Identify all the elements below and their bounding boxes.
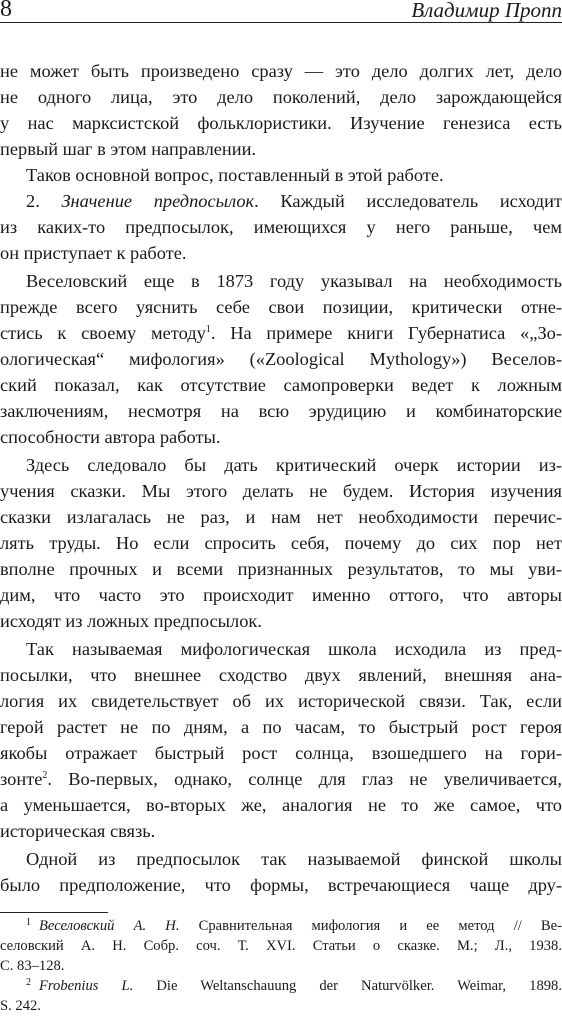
text-line: из каких-то предпосылок, имеющихся у него раньше, чем: [0, 217, 562, 237]
footnote-author: Frobenius L.: [39, 978, 134, 994]
footnote-ref: 1: [205, 324, 211, 335]
footnote-mark: 1: [26, 917, 31, 928]
text-line: у нас марксистской фольклористики. Изучение генезиса есть: [0, 113, 562, 133]
text-line: лять труды. Но если спросить себя, почему до сих пор нет: [0, 533, 562, 553]
text-run: . На примере книги Губернатиса «„Зо-: [210, 323, 562, 343]
footnote-line: S. 242.: [0, 998, 41, 1014]
text-run: Die Weltanschauung der Naturvölker. Weimar, 1898.: [156, 978, 562, 994]
text-line: сказки излагалась не раз, и нам нет необходимости перечис-: [0, 507, 562, 527]
footnote-line: С. 83–128.: [0, 958, 65, 974]
text-line: он приступает к работе.: [0, 243, 187, 263]
footnote-line: селовский А. Н. Собр. соч. Т. XVI. Статьи о сказке. М.; Л., 1938.: [0, 938, 562, 954]
text-line: Здесь следовало бы дать критический очерк истории из-: [26, 455, 562, 475]
text-run: . Во-первых, однако, солнце для глаз не увеличивается,: [47, 769, 562, 789]
text-line: посылки, что внешнее сходство двух явлений, внешняя ана-: [0, 665, 562, 685]
text-run: зонте: [0, 769, 43, 789]
body-text: [0, 58, 562, 898]
text-line: учения сказки. Мы этого делать не будем. История изучения: [0, 481, 562, 501]
section-title: Значение предпосылок: [61, 191, 255, 211]
text-line: Одной из предпосылок так называемой финской школы: [26, 849, 562, 869]
footnote-mark: 2: [26, 977, 31, 988]
text-line: дим, что часто это происходит именно оттого, что авторы: [0, 585, 562, 605]
text-line: не может быть произведено сразу — это дело долгих лет, дело: [0, 61, 562, 81]
footnote-ref: 2: [42, 770, 48, 781]
running-head: Владимир Пропп: [411, 0, 562, 22]
text-line: [0, 766, 562, 792]
text-line: прежде всего уяснить себе свои позиции, критически отне-: [0, 297, 562, 317]
text-line: первый шаг в этом направлении.: [0, 139, 257, 159]
text-line: исходят из ложных предпосылок.: [0, 611, 262, 631]
section-number: 2.: [26, 191, 40, 211]
footnote-line: [0, 976, 562, 996]
text-line: герой растет не по дням, а по часам, то быстрый рост героя: [0, 717, 562, 737]
footnote-line: [0, 916, 562, 936]
footnote-author: Веселовский А. Н.: [39, 918, 180, 934]
text-line: историческая связь.: [0, 821, 156, 841]
text-line: а уменьшается, во-вторых же, аналогия не то же самое, что: [0, 795, 562, 815]
text-line: Так называемая мифологическая школа исходила из пред-: [26, 639, 562, 659]
page-header: [0, 0, 562, 23]
text-line: не одного лица, это дело поколений, дело зарождающейся: [0, 87, 562, 107]
text-line: Веселовский еще в 1873 году указывал на необходимость: [26, 271, 562, 291]
text-line: вполне прочных и всеми признанных результатов, то мы уви-: [0, 559, 562, 579]
text-line: логия их свидетельствует об их исторической связи. Так, если: [0, 691, 562, 711]
text-line: было предположение, что формы, встречающиеся чаще дру-: [0, 875, 562, 895]
text-line: ологическая“ мифология» («Zoological Mythology») Веселов-: [0, 349, 562, 369]
text-run: Сравнительная мифология и ее метод // Ве-: [198, 918, 562, 934]
text-run: . Каждый исследователь исходит: [254, 191, 562, 211]
text-line: якобы отражает быстрый рост солнца, взошедшего на гори-: [0, 743, 562, 763]
text-line: Таков основной вопрос, поставленный в этой работе.: [26, 165, 444, 185]
text-line: способности автора работы.: [0, 427, 221, 447]
text-line: [0, 320, 562, 346]
footnotes: [0, 916, 562, 1016]
footnote-rule: [0, 912, 108, 913]
page-number: 8: [0, 0, 12, 22]
text-line: ский показал, как отсутствие самопроверки ведет к ложным: [0, 375, 562, 395]
section-heading-line: [0, 188, 562, 214]
text-line: заключениям, несмотря на всю эрудицию и комбинаторские: [0, 401, 562, 421]
text-run: стись к своему методу: [0, 323, 206, 343]
